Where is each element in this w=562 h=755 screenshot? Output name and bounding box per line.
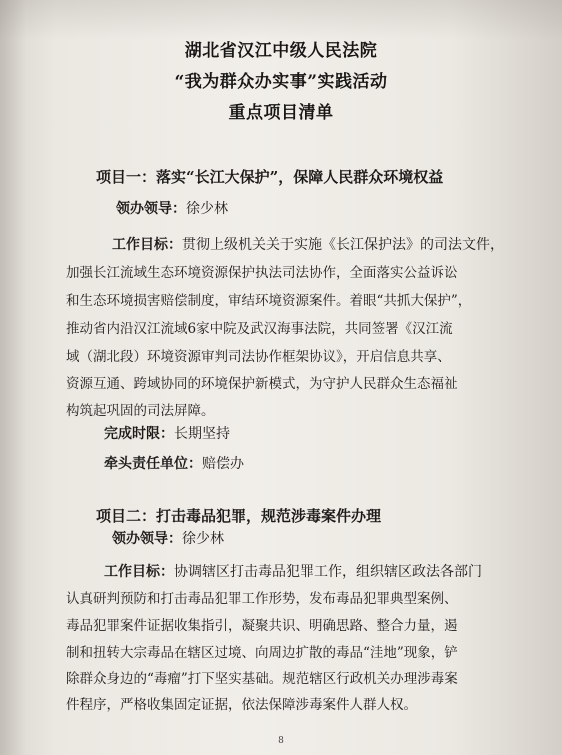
project-1-goal-line: 构筑起巩固的司法屏障。 (66, 403, 215, 419)
goal-label: 工作目标： (112, 237, 182, 253)
title-line-court: 湖北省汉江中级人民法院 (184, 41, 378, 61)
lead-value: 徐少林 (186, 201, 228, 217)
deadline-value: 长期坚持 (174, 426, 230, 442)
goal-label: 工作目标： (104, 564, 174, 580)
project-2-goal-first (104, 563, 482, 581)
project-1-unit (104, 455, 244, 473)
project-1-goal-first (112, 236, 504, 254)
deadline-label: 完成时限： (104, 426, 174, 442)
title-line-campaign: “我为群众办实事”实践活动 (174, 72, 388, 92)
project-2-goal-line: 件程序，严格收集固定证据，依法保障涉毒案件人群人权。 (66, 697, 417, 713)
page-shadow-top (0, 0, 562, 40)
title-line-list: 重点项目清单 (228, 103, 334, 123)
goal-line: 贯彻上级机关关于实施《长江保护法》的司法文件， (182, 237, 504, 253)
project-2-goal-line: 制和扭转大宗毒品在辖区过境、向周边扩散的毒品“洼地”现象，铲 (66, 645, 458, 661)
project-1-goal-line: 推动省内沿汉江流域6家中院及武汉海事法院，共同签署《汉江流 (66, 321, 453, 337)
lead-label: 领办领导： (112, 531, 182, 547)
lead-value: 徐少林 (182, 531, 224, 547)
project-2-goal-line: 认真研判预防和打击毒品犯罪工作形势，发布毒品犯罪典型案例、 (66, 591, 458, 607)
unit-label: 牵头责任单位： (104, 456, 202, 472)
project-1-goal-line: 加强长江流域生态环境资源保护执法司法协作，全面落实公益诉讼 (66, 265, 458, 281)
project-2-heading: 项目二：打击毒品犯罪，规范涉毒案件办理 (96, 507, 382, 525)
page-number: 8 (278, 736, 284, 746)
project-2-goal-line: 毒品犯罪案件证据收集指引，凝聚共识、明确思路、整合力量，遏 (66, 618, 458, 634)
project-1-heading: 项目一：落实“长江大保护”，保障人民群众环境权益 (96, 168, 444, 186)
project-2-goal-line: 除群众身边的“毒瘤”打下坚实基础。规范辖区行政机关办理涉毒案 (66, 671, 458, 687)
lead-label: 领办领导： (116, 201, 186, 217)
project-1-lead (116, 200, 228, 218)
project-1-goal-line: 和生态环境损害赔偿制度，审结环境资源案件。着眼“共抓大保护”， (66, 293, 472, 309)
goal-line: 协调辖区打击毒品犯罪工作，组织辖区政法各部门 (174, 564, 482, 580)
project-1-goal-line: 资源互通、跨域协同的环境保护新模式，为守护人民群众生态福祉 (66, 376, 458, 392)
unit-value: 赔偿办 (202, 456, 244, 472)
project-1-goal-line: 域（湖北段）环境资源审判司法协作框架协议》，开启信息共享、 (66, 349, 451, 365)
project-2-lead (112, 530, 224, 548)
project-1-deadline (104, 425, 230, 443)
